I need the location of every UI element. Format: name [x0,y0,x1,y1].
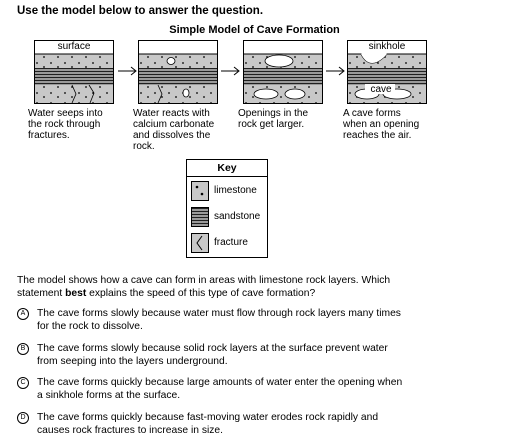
surface-label: surface [57,41,91,52]
arrow-right-icon [220,64,242,78]
option-b-bubble[interactable]: B [17,343,29,355]
cave-label: cave [370,84,392,95]
instruction: Use the model below to answer the question. [17,5,264,17]
limestone-swatch-icon [191,181,209,201]
fracture-swatch-icon [191,233,209,253]
key-title: Key [217,162,237,174]
model-panel-1 [34,40,114,104]
model-panel-3 [243,40,323,104]
caption-3: Openings in the rock get larger. [238,108,309,130]
option-d-bubble[interactable]: D [17,412,29,424]
sinkhole-label: sinkhole [368,41,406,52]
caption-1: Water seeps into the rock through fractures. [28,108,103,141]
arrow-right-icon [325,64,347,78]
caption-2: Water reacts with calcium carbonate and dissolves the rock. [133,108,215,152]
key-item-sandstone: sandstone [191,207,267,227]
option-c-bubble[interactable]: C [17,377,29,389]
key-item-limestone: limestone [191,181,267,201]
caption-4: A cave forms when an opening reaches the air. [343,108,420,141]
model-panel-4 [347,40,427,104]
model-panel-2 [138,40,218,104]
question-text: The model shows how a cave can form in areas with limestone rock layers. Which statement best explains the speed of this type of cave formation? [17,275,391,299]
model-title: Simple Model of Cave Formation [169,24,340,36]
sandstone-swatch-icon [191,207,209,227]
option-a-bubble[interactable]: A [17,308,29,320]
arrow-right-icon [117,64,139,78]
key-box [186,159,268,258]
key-item-fracture: fracture [191,233,267,253]
